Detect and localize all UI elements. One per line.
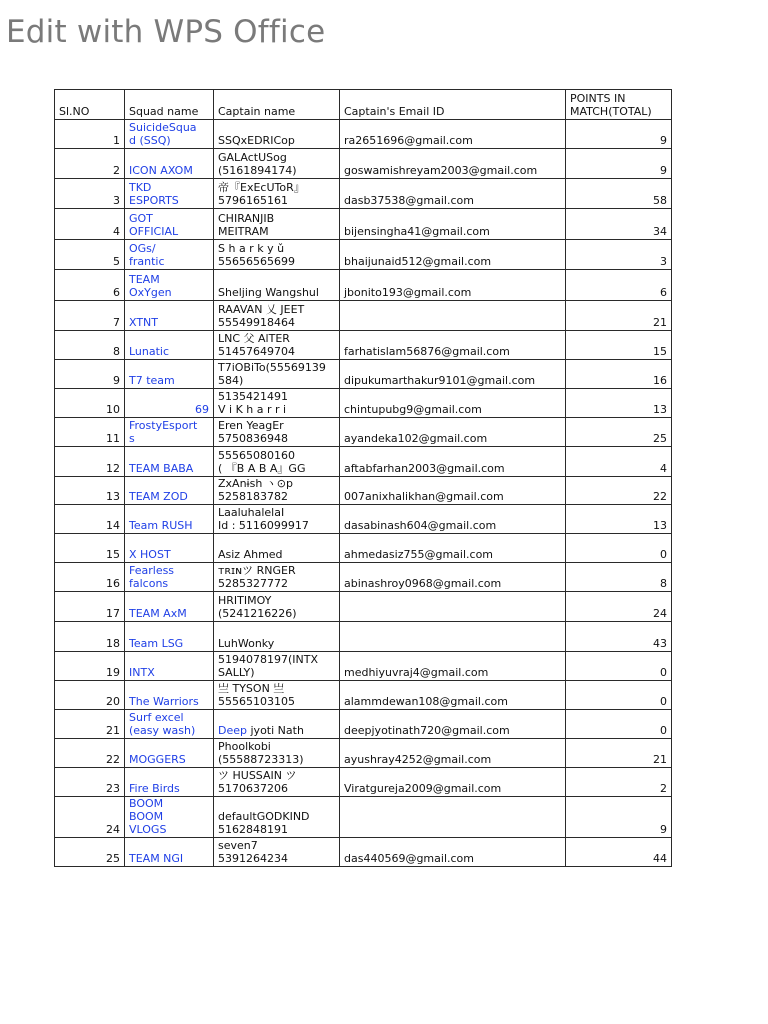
row-number: 14	[55, 505, 125, 534]
table-header-row	[55, 90, 672, 120]
captain-name: Sheljing Wangshul	[214, 270, 340, 301]
captain-name: Phoolkobi (55588723313)	[214, 739, 340, 768]
row-number: 9	[55, 360, 125, 389]
match-points: 25	[566, 418, 672, 447]
row-number: 25	[55, 838, 125, 867]
captain-name: LaaluhalelaI Id : 5116099917	[214, 505, 340, 534]
squad-name: X HOST	[125, 534, 214, 563]
table-row	[55, 563, 672, 592]
captain-email: ahmedasiz755@gmail.com	[340, 534, 566, 563]
captain-name: CHIRANJIB MEITRAM	[214, 209, 340, 240]
table-row	[55, 739, 672, 768]
squad-name: 69	[125, 389, 214, 418]
match-points: 3	[566, 240, 672, 270]
squad-name: Team RUSH	[125, 505, 214, 534]
match-points: 34	[566, 209, 672, 240]
captain-email: Viratgureja2009@gmail.com	[340, 768, 566, 797]
table-row	[55, 681, 672, 710]
match-points: 0	[566, 534, 672, 563]
table-row	[55, 592, 672, 622]
squad-name: OGs/ frantic	[125, 240, 214, 270]
row-number: 21	[55, 710, 125, 739]
table-row	[55, 418, 672, 447]
row-number: 4	[55, 209, 125, 240]
match-points: 8	[566, 563, 672, 592]
captain-name: T7iOBiTo(55569139 584)	[214, 360, 340, 389]
match-points: 0	[566, 652, 672, 681]
captain-email: jbonito193@gmail.com	[340, 270, 566, 301]
row-number: 17	[55, 592, 125, 622]
captain-name: ツ HUSSAIN ツ 5170637206	[214, 768, 340, 797]
captain-email	[340, 622, 566, 652]
captain-email: alammdewan108@gmail.com	[340, 681, 566, 710]
captain-name-rest: jyoti Nath	[247, 724, 304, 737]
captain-name: Asiz Ahmed	[214, 534, 340, 563]
row-number: 24	[55, 797, 125, 838]
captain-name: HRITIMOY (5241216226)	[214, 592, 340, 622]
match-points: 24	[566, 592, 672, 622]
match-points: 21	[566, 301, 672, 331]
row-number: 23	[55, 768, 125, 797]
captain-email: ayushray4252@gmail.com	[340, 739, 566, 768]
captain-name: seven7 5391264234	[214, 838, 340, 867]
captain-name: 亗 TYSON 亗 55565103105	[214, 681, 340, 710]
table-row	[55, 240, 672, 270]
squad-name: Lunatic	[125, 331, 214, 360]
table-row	[55, 270, 672, 301]
row-number: 16	[55, 563, 125, 592]
header-points: POINTS IN MATCH(TOTAL)	[566, 90, 672, 120]
captain-name: GALActUSog (5161894174)	[214, 149, 340, 179]
row-number: 19	[55, 652, 125, 681]
squad-name: TEAM AxM	[125, 592, 214, 622]
captain-email: goswamishreyam2003@gmail.com	[340, 149, 566, 179]
table-row	[55, 797, 672, 838]
captain-name: SSQxEDRICop	[214, 120, 340, 149]
captain-email: dasabinash604@gmail.com	[340, 505, 566, 534]
header-email: Captain's Email ID	[340, 90, 566, 120]
header-captain: Captain name	[214, 90, 340, 120]
table-row	[55, 652, 672, 681]
squad-name: ICON AXOM	[125, 149, 214, 179]
row-number: 18	[55, 622, 125, 652]
row-number: 10	[55, 389, 125, 418]
captain-name: 5194078197(INTX SALLY)	[214, 652, 340, 681]
captain-email: das440569@gmail.com	[340, 838, 566, 867]
wps-banner: Edit with WPS Office	[6, 14, 326, 50]
match-points: 4	[566, 447, 672, 477]
table-row	[55, 120, 672, 149]
captain-email: ra2651696@gmail.com	[340, 120, 566, 149]
captain-email: dasb37538@gmail.com	[340, 179, 566, 209]
match-points: 9	[566, 149, 672, 179]
squad-name: Surf excel (easy wash)	[125, 710, 214, 739]
captain-name: 帝『ExEcUToR』 5796165161	[214, 179, 340, 209]
row-number: 13	[55, 477, 125, 505]
match-points: 9	[566, 797, 672, 838]
squad-table	[54, 89, 672, 867]
match-points: 0	[566, 681, 672, 710]
row-number: 1	[55, 120, 125, 149]
match-points: 2	[566, 768, 672, 797]
squad-name: TEAM OxYgen	[125, 270, 214, 301]
row-number: 7	[55, 301, 125, 331]
captain-name: LuhWonky	[214, 622, 340, 652]
captain-name-prefix: Deep	[218, 724, 247, 737]
captain-name: ᴛʀɪɴツ RNGER 5285327772	[214, 563, 340, 592]
squad-name: FrostyEsport s	[125, 418, 214, 447]
squad-name: INTX	[125, 652, 214, 681]
squad-name: MOGGERS	[125, 739, 214, 768]
captain-name: ZxAnɨsh ヽ⊙p 5258183782	[214, 477, 340, 505]
match-points: 0	[566, 710, 672, 739]
row-number: 11	[55, 418, 125, 447]
captain-email: bijensingha41@gmail.com	[340, 209, 566, 240]
row-number: 20	[55, 681, 125, 710]
captain-email: dipukumarthakur9101@gmail.com	[340, 360, 566, 389]
captain-email: chintupubg9@gmail.com	[340, 389, 566, 418]
squad-name: BOOM BOOM VLOGS	[125, 797, 214, 838]
match-points: 22	[566, 477, 672, 505]
captain-email: deepjyotinath720@gmail.com	[340, 710, 566, 739]
header-squad: Squad name	[125, 90, 214, 120]
table-row	[55, 710, 672, 739]
match-points: 13	[566, 505, 672, 534]
captain-email: bhaijunaid512@gmail.com	[340, 240, 566, 270]
table-row	[55, 389, 672, 418]
captain-name: Eren YeagEr 5750836948	[214, 418, 340, 447]
squad-name: Fearless falcons	[125, 563, 214, 592]
match-points: 13	[566, 389, 672, 418]
row-number: 12	[55, 447, 125, 477]
squad-name: TEAM NGI	[125, 838, 214, 867]
captain-email: medhiyuvraj4@gmail.com	[340, 652, 566, 681]
captain-email	[340, 592, 566, 622]
table-row	[55, 505, 672, 534]
captain-email	[340, 797, 566, 838]
table-row	[55, 209, 672, 240]
table-row	[55, 534, 672, 563]
squad-name: XTNT	[125, 301, 214, 331]
match-points: 43	[566, 622, 672, 652]
table-row	[55, 360, 672, 389]
row-number: 8	[55, 331, 125, 360]
squad-name: TKD ESPORTS	[125, 179, 214, 209]
table-row	[55, 477, 672, 505]
row-number: 5	[55, 240, 125, 270]
squad-name: T7 team	[125, 360, 214, 389]
match-points: 6	[566, 270, 672, 301]
row-number: 15	[55, 534, 125, 563]
squad-name: Team LSG	[125, 622, 214, 652]
squad-name: TEAM BABA	[125, 447, 214, 477]
table-row	[55, 179, 672, 209]
squad-name: Fire Birds	[125, 768, 214, 797]
header-slno: Sl.NO	[55, 90, 125, 120]
squad-name: The Warriors	[125, 681, 214, 710]
squad-name: SuicideSqua d (SSQ)	[125, 120, 214, 149]
row-number: 3	[55, 179, 125, 209]
captain-email: abinashroy0968@gmail.com	[340, 563, 566, 592]
table-row	[55, 838, 672, 867]
captain-name: defaultGODKIND 5162848191	[214, 797, 340, 838]
squad-name: TEAM ZOD	[125, 477, 214, 505]
captain-name: S h a r k y ǔ 55656565699	[214, 240, 340, 270]
table-row	[55, 447, 672, 477]
captain-name: LNC 父 AlTER 51457649704	[214, 331, 340, 360]
match-points: 58	[566, 179, 672, 209]
match-points: 15	[566, 331, 672, 360]
match-points: 9	[566, 120, 672, 149]
row-number: 6	[55, 270, 125, 301]
captain-email	[340, 301, 566, 331]
table-row	[55, 331, 672, 360]
captain-name: 5135421491 V i K h a r r i	[214, 389, 340, 418]
match-points: 21	[566, 739, 672, 768]
table-row	[55, 149, 672, 179]
row-number: 2	[55, 149, 125, 179]
table-row	[55, 768, 672, 797]
match-points: 44	[566, 838, 672, 867]
captain-email: farhatislam56876@gmail.com	[340, 331, 566, 360]
row-number: 22	[55, 739, 125, 768]
captain-email: ayandeka102@gmail.com	[340, 418, 566, 447]
captain-name: RAAVAN 乂 JEET 55549918464	[214, 301, 340, 331]
captain-name	[214, 710, 340, 739]
captain-email: aftabfarhan2003@gmail.com	[340, 447, 566, 477]
table-row	[55, 622, 672, 652]
squad-name: GOT OFFICIAL	[125, 209, 214, 240]
captain-email: 007anixhalikhan@gmail.com	[340, 477, 566, 505]
table-row	[55, 301, 672, 331]
captain-name: 55565080160 ( 『B A B A』GG	[214, 447, 340, 477]
match-points: 16	[566, 360, 672, 389]
